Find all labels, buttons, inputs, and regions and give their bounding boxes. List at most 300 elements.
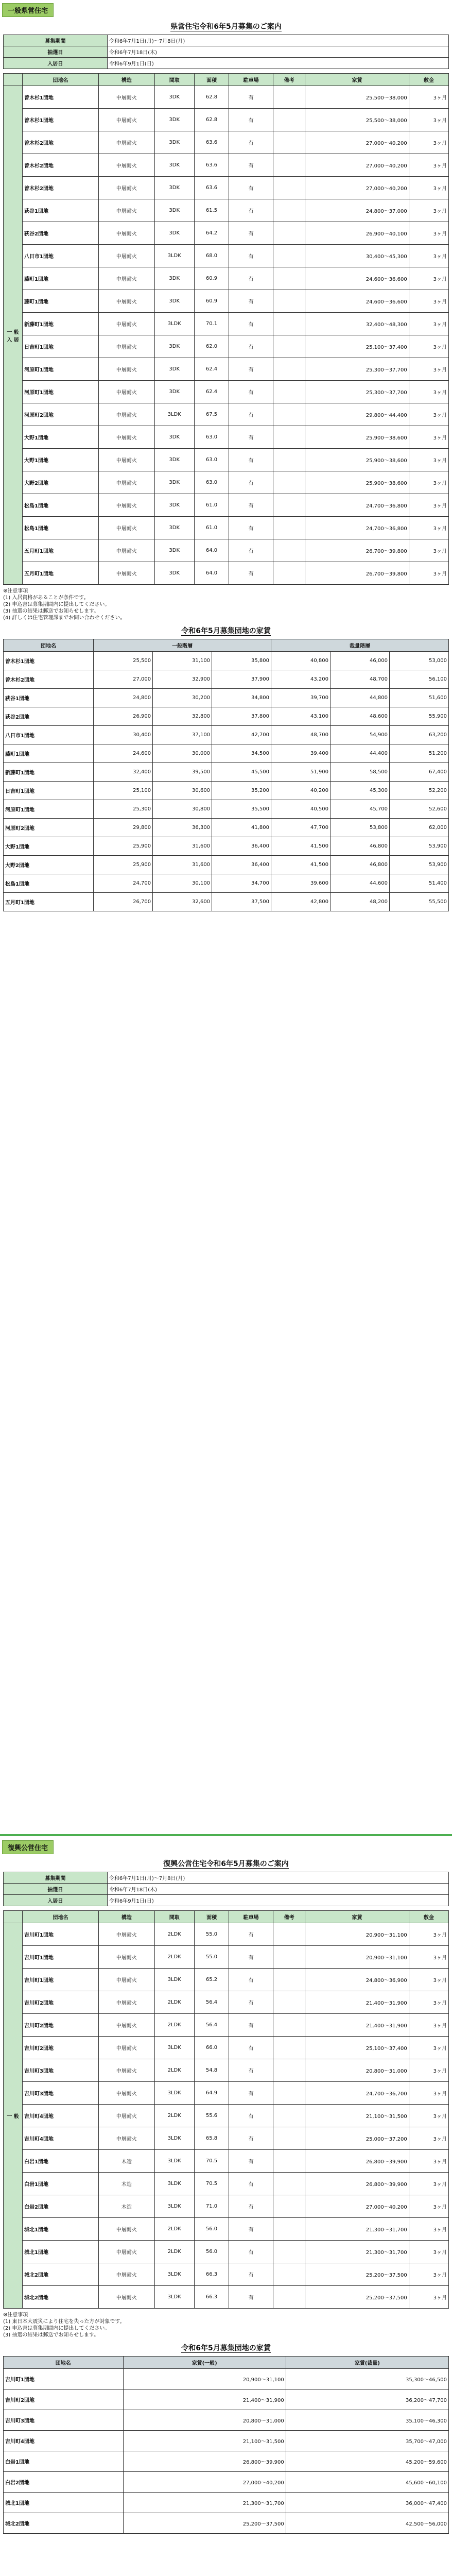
table-cell: 有 <box>229 177 273 199</box>
table-cell: 白岩1団地 <box>23 2150 99 2173</box>
table-cell: 3ヶ月 <box>409 1946 448 1969</box>
table-cell: 3LDK <box>154 2150 194 2173</box>
table-cell: 53,800 <box>330 819 389 837</box>
table-row <box>4 290 449 313</box>
table-cell: 30,100 <box>153 874 212 893</box>
table-cell: 荻谷2団地 <box>4 707 94 726</box>
table-cell: 曽木杉2団地 <box>4 670 94 689</box>
table-row <box>4 2195 449 2218</box>
table-cell: 43,100 <box>271 707 331 726</box>
table-cell: 有 <box>229 131 273 154</box>
table-cell: 30,400〜45,300 <box>305 245 409 267</box>
table-row <box>4 2389 449 2410</box>
table-row <box>4 2493 449 2513</box>
table-cell: 有 <box>229 1991 273 2014</box>
table-cell: 有 <box>229 2082 273 2105</box>
table-row <box>4 2410 449 2431</box>
table-cell: 有 <box>229 86 273 109</box>
table-cell: 3LDK <box>154 2173 194 2195</box>
table-cell: 32,900 <box>153 670 212 689</box>
table-cell: 城北2団地 <box>4 2513 124 2534</box>
table-cell: 中層耐火 <box>99 449 155 471</box>
schedule-row <box>4 1895 449 1906</box>
rent-table <box>3 639 449 911</box>
table-cell: 3ヶ月 <box>409 2037 448 2059</box>
table-cell: 有 <box>229 2218 273 2241</box>
table-cell: 荻谷1団地 <box>4 689 94 707</box>
table-cell: 2LDK <box>154 1946 194 1969</box>
column-header: 面積 <box>194 74 229 86</box>
table-cell: 24,700 <box>94 874 153 893</box>
table-cell: 39,600 <box>271 874 331 893</box>
table-row <box>4 154 449 177</box>
rent-title: 令和6年5月募集団地の家賃 <box>181 627 271 635</box>
table-cell: 3ヶ月 <box>409 426 448 449</box>
table-cell: 新藤町1団地 <box>23 313 99 335</box>
table-cell: 25,100〜37,400 <box>305 335 409 358</box>
table-cell: 河原町2団地 <box>23 403 99 426</box>
table-cell: 3ヶ月 <box>409 245 448 267</box>
schedule-table <box>3 1872 449 1906</box>
table-cell: 木造 <box>99 2150 155 2173</box>
table-cell <box>273 517 305 539</box>
table-cell: 46,000 <box>330 652 389 670</box>
table-cell: 3ヶ月 <box>409 2241 448 2263</box>
table-cell: 河原町1団地 <box>23 381 99 403</box>
table-cell: 21,300〜31,700 <box>305 2241 409 2263</box>
table-cell <box>273 2037 305 2059</box>
table-cell: 53,900 <box>389 856 448 874</box>
table-cell: 吉川町1団地 <box>23 1946 99 1969</box>
table-cell: 有 <box>229 449 273 471</box>
table-cell: 21,100〜31,500 <box>305 2105 409 2127</box>
table-cell: 21,400〜31,900 <box>305 1991 409 2014</box>
table-cell: 2LDK <box>154 2241 194 2263</box>
table-cell: 中層耐火 <box>99 267 155 290</box>
notes: ※注意事項 (1) 東日本大震災により住宅を失った方が対象です。 (2) 申込書は募集期間内に提出してください。 (3) 抽選の結果は郵送でお知らせします。 <box>3 2312 125 2338</box>
table-cell: 有 <box>229 1946 273 1969</box>
table-cell: 有 <box>229 358 273 381</box>
table-cell: 中層耐火 <box>99 494 155 517</box>
table-cell: 吉川町4団地 <box>4 2431 124 2451</box>
table-cell: 中層耐火 <box>99 290 155 313</box>
table-cell: 3DK <box>154 539 194 562</box>
table-cell: 五月町1団地 <box>4 893 94 911</box>
schedule-value: 令和6年9月1日(日) <box>107 58 448 69</box>
table-cell: 八日市1団地 <box>4 726 94 744</box>
table-cell: 61.0 <box>194 494 229 517</box>
table-cell: 中層耐火 <box>99 2082 155 2105</box>
table-cell <box>273 2218 305 2241</box>
table-cell: 3DK <box>154 517 194 539</box>
table-cell: 20,800〜31,000 <box>123 2410 286 2431</box>
table-cell: 有 <box>229 2263 273 2286</box>
schedule-row <box>4 1884 449 1895</box>
table-cell: 25,100 <box>94 782 153 800</box>
table-cell: 45,600〜60,100 <box>286 2472 448 2493</box>
table-cell <box>273 267 305 290</box>
table-cell: 3ヶ月 <box>409 177 448 199</box>
table-cell: 51,400 <box>389 874 448 893</box>
table-row <box>4 2218 449 2241</box>
table-cell: 吉川町2団地 <box>23 2014 99 2037</box>
table-cell: 中層耐火 <box>99 1969 155 1991</box>
table-cell: 3ヶ月 <box>409 290 448 313</box>
table-row <box>4 2472 449 2493</box>
table-cell: 27,000〜40,200 <box>305 177 409 199</box>
table-cell: 有 <box>229 2014 273 2037</box>
table-cell: 64.0 <box>194 539 229 562</box>
table-cell: 37,500 <box>212 893 271 911</box>
table-row <box>4 381 449 403</box>
table-row <box>4 782 449 800</box>
table-cell: 3ヶ月 <box>409 381 448 403</box>
table-row <box>4 2105 449 2127</box>
table-row <box>4 109 449 131</box>
table-cell: 3DK <box>154 471 194 494</box>
table-row <box>4 689 449 707</box>
table-cell: 62.8 <box>194 109 229 131</box>
table-cell: 66.0 <box>194 2037 229 2059</box>
table-cell: 30,400 <box>94 726 153 744</box>
table-cell: 有 <box>229 2173 273 2195</box>
table-cell: 有 <box>229 109 273 131</box>
schedule-value: 令和6年7月1日(月)〜7月8日(月) <box>107 35 448 46</box>
table-cell: 24,700〜36,800 <box>305 517 409 539</box>
table-cell: 41,500 <box>271 856 331 874</box>
table-cell: 3DK <box>154 177 194 199</box>
schedule-label: 抽選日 <box>4 1884 108 1895</box>
table-cell: 24,800〜36,900 <box>305 1969 409 1991</box>
table-cell: 有 <box>229 2105 273 2127</box>
column-header: 構造 <box>99 1911 155 1923</box>
table-cell: 35,100〜46,300 <box>286 2410 448 2431</box>
table-cell <box>273 109 305 131</box>
table-cell: 3ヶ月 <box>409 1969 448 1991</box>
table-cell: 20,900〜31,100 <box>305 1923 409 1946</box>
table-cell: 35,800 <box>212 652 271 670</box>
table-cell: 56.0 <box>194 2241 229 2263</box>
table-cell: 3ヶ月 <box>409 2263 448 2286</box>
table-cell: 曽木杉2団地 <box>23 177 99 199</box>
section-heading: 一般県営住宅 <box>2 3 54 17</box>
table-cell: 3DK <box>154 267 194 290</box>
table-cell: 40,500 <box>271 800 331 819</box>
table-cell: 有 <box>229 313 273 335</box>
table-cell: 河原町2団地 <box>4 819 94 837</box>
table-cell: 3ヶ月 <box>409 562 448 585</box>
table-cell: 63.0 <box>194 449 229 471</box>
schedule-label: 募集期間 <box>4 35 108 46</box>
table-cell: 中層耐火 <box>99 2105 155 2127</box>
table-cell: 藤町1団地 <box>23 267 99 290</box>
table-cell: 3ヶ月 <box>409 335 448 358</box>
table-cell <box>273 290 305 313</box>
column-header: 敷金 <box>409 1911 448 1923</box>
table-cell: 36,400 <box>212 856 271 874</box>
table-cell: 3ヶ月 <box>409 109 448 131</box>
table-cell: 3LDK <box>154 2195 194 2218</box>
table-cell: 有 <box>229 267 273 290</box>
table-row <box>4 856 449 874</box>
table-row <box>4 652 449 670</box>
table-cell: 曽木杉1団地 <box>23 86 99 109</box>
table-cell: 3ヶ月 <box>409 313 448 335</box>
table-row <box>4 494 449 517</box>
table-cell: 63.6 <box>194 131 229 154</box>
table-cell: 46,800 <box>330 837 389 856</box>
column-header: 面積 <box>194 1911 229 1923</box>
table-cell: 70.5 <box>194 2150 229 2173</box>
table-cell: 城北2団地 <box>23 2263 99 2286</box>
column-header: 団地名 <box>4 639 94 652</box>
table-cell: 37,100 <box>153 726 212 744</box>
table-cell <box>273 2082 305 2105</box>
table-cell: 21,300〜31,700 <box>123 2493 286 2513</box>
table-row <box>4 267 449 290</box>
table-cell: 中層耐火 <box>99 562 155 585</box>
table-row <box>4 245 449 267</box>
table-cell: 3LDK <box>154 313 194 335</box>
table-cell <box>273 426 305 449</box>
table-cell: 36,200〜47,700 <box>286 2389 448 2410</box>
table-cell: 城北1団地 <box>4 2493 124 2513</box>
table-cell: 城北1団地 <box>23 2241 99 2263</box>
table-cell: 3DK <box>154 109 194 131</box>
table-cell: 62.4 <box>194 381 229 403</box>
table-cell: 3DK <box>154 199 194 222</box>
section-divider <box>0 1834 452 1836</box>
table-cell: 有 <box>229 222 273 245</box>
table-cell: 大野2団地 <box>4 856 94 874</box>
table-cell <box>273 199 305 222</box>
table-row <box>4 335 449 358</box>
table-row <box>4 2263 449 2286</box>
table-cell: 有 <box>229 2195 273 2218</box>
table-cell: 有 <box>229 245 273 267</box>
table-cell: 有 <box>229 517 273 539</box>
column-header: 一般階層 <box>94 639 271 652</box>
table-cell <box>273 2241 305 2263</box>
table-cell: 30,800 <box>153 800 212 819</box>
table-cell: 56.4 <box>194 1991 229 2014</box>
table-cell: 25,900〜38,600 <box>305 471 409 494</box>
table-cell: 中層耐火 <box>99 381 155 403</box>
table-cell: 25,900〜38,600 <box>305 426 409 449</box>
table-cell: 3ヶ月 <box>409 2059 448 2082</box>
schedule-row <box>4 1872 449 1884</box>
table-cell: 白岩1団地 <box>23 2173 99 2195</box>
table-row <box>4 2451 449 2472</box>
table-cell: 3DK <box>154 290 194 313</box>
table-cell: 67.5 <box>194 403 229 426</box>
table-cell: 30,200 <box>153 689 212 707</box>
table-cell: 吉川町1団地 <box>23 1923 99 1946</box>
column-header: 家賃(一般) <box>123 2357 286 2369</box>
table-cell: 42,500〜56,000 <box>286 2513 448 2534</box>
table-cell: 有 <box>229 471 273 494</box>
table-cell: 25,900〜38,600 <box>305 449 409 471</box>
table-cell: 58,500 <box>330 763 389 782</box>
table-cell: 37,900 <box>212 670 271 689</box>
table-cell: 3DK <box>154 426 194 449</box>
table-cell: 有 <box>229 335 273 358</box>
table-cell: 有 <box>229 2037 273 2059</box>
table-cell: 曽木杉1団地 <box>4 652 94 670</box>
table-cell: 2LDK <box>154 1923 194 1946</box>
table-cell: 有 <box>229 562 273 585</box>
table-row <box>4 707 449 726</box>
table-cell: 吉川町2団地 <box>23 1991 99 2014</box>
table-cell: 32,400〜48,300 <box>305 313 409 335</box>
table-cell: 55,900 <box>389 707 448 726</box>
table-cell: 52,600 <box>389 800 448 819</box>
table-cell: 中層耐火 <box>99 335 155 358</box>
table-cell <box>273 358 305 381</box>
table-cell: 有 <box>229 381 273 403</box>
table-cell: 25,900 <box>94 856 153 874</box>
table-cell: 60.9 <box>194 290 229 313</box>
table-cell: 41,800 <box>212 819 271 837</box>
group-label: 一 般 <box>4 1923 23 2309</box>
schedule-row <box>4 35 449 46</box>
column-header: 駐車場 <box>229 74 273 86</box>
prefectural-housing-section <box>0 0 452 911</box>
table-cell <box>273 222 305 245</box>
table-cell: 48,700 <box>330 670 389 689</box>
section-heading: 復興公営住宅 <box>2 1840 54 1854</box>
table-cell: 44,800 <box>330 689 389 707</box>
table-cell: 21,100〜31,500 <box>123 2431 286 2451</box>
table-cell: 24,700〜36,800 <box>305 494 409 517</box>
table-cell: 3DK <box>154 335 194 358</box>
table-cell: 3ヶ月 <box>409 2082 448 2105</box>
table-row <box>4 2513 449 2534</box>
table-cell: 3ヶ月 <box>409 1991 448 2014</box>
recruitment-title: 県営住宅令和6年5月募集のご案内 <box>170 23 282 31</box>
table-cell: 71.0 <box>194 2195 229 2218</box>
table-row <box>4 2127 449 2150</box>
table-cell: 66.3 <box>194 2286 229 2309</box>
table-cell <box>273 313 305 335</box>
table-cell: 25,500〜38,000 <box>305 86 409 109</box>
group-header <box>4 74 23 86</box>
table-cell: 有 <box>229 2150 273 2173</box>
table-cell: 中層耐火 <box>99 222 155 245</box>
table-row <box>4 874 449 893</box>
table-row <box>4 763 449 782</box>
table-cell: 吉川町1団地 <box>4 2369 124 2389</box>
table-cell: 有 <box>229 290 273 313</box>
column-header: 間取 <box>154 1911 194 1923</box>
table-cell: 3LDK <box>154 1969 194 1991</box>
table-cell: 68.0 <box>194 245 229 267</box>
table-cell: 40,800 <box>271 652 331 670</box>
table-cell: 2LDK <box>154 2218 194 2241</box>
table-cell <box>273 471 305 494</box>
table-row <box>4 837 449 856</box>
table-cell: 3ヶ月 <box>409 517 448 539</box>
table-cell: 中層耐火 <box>99 199 155 222</box>
table-cell <box>273 2105 305 2127</box>
table-cell: 中層耐火 <box>99 358 155 381</box>
table-cell: 3ヶ月 <box>409 131 448 154</box>
column-header: 家賃 <box>305 74 409 86</box>
table-cell: 大野2団地 <box>23 471 99 494</box>
table-cell: 3LDK <box>154 2286 194 2309</box>
table-cell <box>273 131 305 154</box>
table-row <box>4 358 449 381</box>
table-cell: 20,900〜31,100 <box>123 2369 286 2389</box>
table-cell: 中層耐火 <box>99 2241 155 2263</box>
table-cell: 中層耐火 <box>99 313 155 335</box>
table-cell: 3ヶ月 <box>409 154 448 177</box>
table-cell: 29,800 <box>94 819 153 837</box>
table-cell: 3DK <box>154 154 194 177</box>
table-cell: 47,700 <box>271 819 331 837</box>
table-cell: 42,700 <box>212 726 271 744</box>
table-cell: 26,900 <box>94 707 153 726</box>
table-cell: 3ヶ月 <box>409 2127 448 2150</box>
notes: ※注意事項 (1) 入居資格があることが条件です。 (2) 申込書は募集期間内に提出してください。 (3) 抽選の結果は郵送でお知らせします。 (4) 詳しくは住宅管理課までお問い合わせください。 <box>3 588 126 621</box>
table-cell: 55,500 <box>389 893 448 911</box>
table-cell: 39,700 <box>271 689 331 707</box>
table-cell: 45,700 <box>330 800 389 819</box>
column-header: 裁量階層 <box>271 639 449 652</box>
table-cell: 24,800〜37,000 <box>305 199 409 222</box>
table-cell: 吉川町2団地 <box>23 2037 99 2059</box>
table-cell: 31,600 <box>153 837 212 856</box>
schedule-value: 令和6年7月1日(月)〜7月8日(月) <box>107 1872 448 1884</box>
group-label: 一 般 入 居 <box>4 86 23 585</box>
table-cell: 45,200〜59,600 <box>286 2451 448 2472</box>
table-cell: 26,700〜39,800 <box>305 539 409 562</box>
table-row <box>4 1991 449 2014</box>
schedule-label: 入居日 <box>4 1895 108 1906</box>
table-cell: 30,000 <box>153 744 212 763</box>
table-row <box>4 2082 449 2105</box>
table-cell: 26,800〜39,900 <box>305 2173 409 2195</box>
table-cell: 吉川町3団地 <box>23 2059 99 2082</box>
column-header: 備考 <box>273 74 305 86</box>
table-row <box>4 199 449 222</box>
table-cell: 66.3 <box>194 2263 229 2286</box>
table-cell: 有 <box>229 539 273 562</box>
table-cell: 65.2 <box>194 1969 229 1991</box>
table-cell: 63.0 <box>194 426 229 449</box>
table-cell: 37,800 <box>212 707 271 726</box>
table-cell: 32,800 <box>153 707 212 726</box>
table-cell: 3DK <box>154 449 194 471</box>
schedule-label: 入居日 <box>4 58 108 69</box>
table-cell: 大野1団地 <box>23 449 99 471</box>
table-cell: 21,300〜31,700 <box>305 2218 409 2241</box>
table-cell: 44,400 <box>330 744 389 763</box>
table-cell <box>273 1969 305 1991</box>
table-cell: 61.0 <box>194 517 229 539</box>
table-cell <box>273 403 305 426</box>
table-cell <box>273 2263 305 2286</box>
table-cell: 白岩1団地 <box>4 2451 124 2472</box>
table-cell: 有 <box>229 1923 273 1946</box>
table-cell: 26,700 <box>94 893 153 911</box>
table-cell: 65.8 <box>194 2127 229 2150</box>
table-cell: 3DK <box>154 131 194 154</box>
table-cell: 2LDK <box>154 1991 194 2014</box>
table-cell: 3DK <box>154 222 194 245</box>
table-cell: 53,000 <box>389 652 448 670</box>
table-cell: 35,200 <box>212 782 271 800</box>
